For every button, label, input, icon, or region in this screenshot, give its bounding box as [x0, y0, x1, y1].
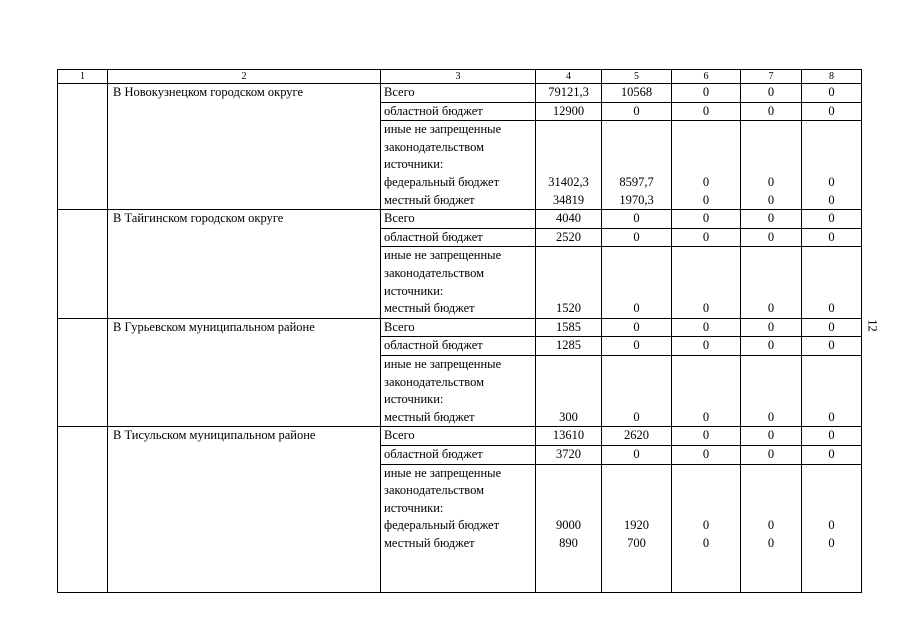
budget-table	[57, 69, 862, 593]
column-number-row	[58, 70, 862, 84]
value-cell-group	[802, 355, 862, 426]
value-cell: 0	[802, 102, 862, 121]
value-cell: 9000	[556, 518, 581, 533]
value-cell-group	[536, 355, 602, 426]
source-label-group	[381, 355, 536, 426]
source-label: областной бюджет	[381, 337, 536, 356]
value-cell: 0	[767, 409, 775, 424]
value-cell: 0	[602, 318, 672, 337]
value-cell: 13610	[536, 427, 602, 446]
value-cell: 0	[741, 445, 802, 464]
municipality-name: В Гурьевском муниципальном районе	[108, 318, 381, 427]
source-intro-line: иные не запрещенные	[384, 465, 502, 480]
value-cell: 0	[767, 192, 775, 207]
value-cell: 10568	[602, 84, 672, 103]
value-cell-group	[672, 355, 741, 426]
municipality-name: В Тайгинском городском округе	[108, 210, 381, 319]
page-number: 12	[865, 319, 880, 332]
value-cell: 0	[672, 228, 741, 247]
value-cell: 0	[828, 192, 835, 207]
value-cell: 0	[633, 301, 640, 316]
value-cell: 0	[802, 84, 862, 103]
value-cell: 0	[767, 518, 775, 533]
value-cell: 0	[672, 427, 741, 446]
value-cell: 8597,7	[619, 174, 654, 189]
value-cell: 0	[741, 102, 802, 121]
source-intro-line: иные не запрещенные	[384, 122, 502, 137]
column-number: 4	[536, 70, 602, 84]
value-cell: 1585	[536, 318, 602, 337]
value-cell: 0	[602, 445, 672, 464]
value-cell: 31402,3	[548, 174, 589, 189]
value-cell: 0	[602, 337, 672, 356]
table-row	[58, 427, 862, 446]
value-cell: 0	[828, 518, 835, 533]
value-cell: 0	[672, 210, 741, 229]
value-cell: 0	[828, 535, 835, 550]
value-cell: 0	[828, 174, 835, 189]
value-cell: 0	[828, 409, 835, 424]
value-cell: 34819	[552, 192, 585, 207]
value-cell: 0	[741, 210, 802, 229]
value-cell: 0	[672, 445, 741, 464]
row-number-cell	[58, 427, 108, 592]
value-cell: 1970,3	[619, 192, 654, 207]
value-cell: 0	[672, 102, 741, 121]
value-cell: 0	[702, 409, 710, 424]
value-cell-group	[536, 121, 602, 210]
value-cell-group	[536, 247, 602, 318]
source-label: местный бюджет	[384, 192, 475, 207]
value-cell: 0	[702, 535, 710, 550]
row-number-cell	[58, 84, 108, 210]
source-label: областной бюджет	[381, 102, 536, 121]
source-intro-line: иные не запрещенные	[384, 248, 502, 263]
value-cell: 890	[559, 535, 578, 550]
value-cell: 0	[702, 174, 710, 189]
value-cell-group	[741, 247, 802, 318]
value-cell: 0	[741, 318, 802, 337]
value-cell-group	[741, 121, 802, 210]
value-cell: 2620	[602, 427, 672, 446]
value-cell: 0	[702, 301, 710, 316]
value-cell: 700	[627, 535, 646, 550]
value-cell: 0	[802, 318, 862, 337]
value-cell: 0	[802, 445, 862, 464]
value-cell: 0	[602, 102, 672, 121]
source-intro-line: законодательством	[384, 265, 485, 280]
municipality-name: В Новокузнецком городском округе	[108, 84, 381, 210]
source-label: Всего	[381, 427, 536, 446]
value-cell-group	[802, 464, 862, 592]
row-number-cell	[58, 210, 108, 319]
budget-table-container	[57, 69, 861, 579]
value-cell: 1285	[536, 337, 602, 356]
value-cell-group	[741, 464, 802, 592]
value-cell-group	[741, 355, 802, 426]
value-cell: 0	[802, 337, 862, 356]
value-cell: 0	[802, 427, 862, 446]
source-label: местный бюджет	[384, 535, 475, 550]
column-number: 8	[802, 70, 862, 84]
value-cell-group	[602, 355, 672, 426]
source-intro-line: источники:	[384, 157, 444, 172]
table-row	[58, 84, 862, 103]
source-label: областной бюджет	[381, 228, 536, 247]
source-label: Всего	[381, 84, 536, 103]
municipality-name: В Тисульском муниципальном районе	[108, 427, 381, 592]
source-label: областной бюджет	[381, 445, 536, 464]
value-cell: 0	[702, 192, 710, 207]
source-label: федеральный бюджет	[384, 174, 500, 189]
source-label-group	[381, 247, 536, 318]
source-intro-line: законодательством	[384, 483, 485, 498]
value-cell-group	[602, 247, 672, 318]
value-cell-group	[802, 247, 862, 318]
value-cell: 0	[633, 409, 640, 424]
value-cell: 4040	[536, 210, 602, 229]
column-number: 3	[381, 70, 536, 84]
value-cell: 0	[802, 210, 862, 229]
value-cell: 0	[802, 228, 862, 247]
value-cell: 2520	[536, 228, 602, 247]
column-number: 2	[108, 70, 381, 84]
value-cell-group	[602, 121, 672, 210]
value-cell: 0	[672, 84, 741, 103]
value-cell: 0	[828, 301, 835, 316]
value-cell: 12900	[536, 102, 602, 121]
source-label-group	[381, 464, 536, 592]
value-cell: 0	[741, 84, 802, 103]
value-cell: 0	[741, 427, 802, 446]
table-row	[58, 318, 862, 337]
source-intro-line: иные не запрещенные	[384, 356, 502, 371]
source-intro-line: источники:	[384, 500, 444, 515]
column-number: 6	[672, 70, 741, 84]
source-intro-line: законодательством	[384, 139, 485, 154]
value-cell-group	[672, 121, 741, 210]
value-cell-group	[672, 464, 741, 592]
value-cell: 79121,3	[536, 84, 602, 103]
value-cell: 300	[559, 409, 578, 424]
value-cell: 0	[741, 228, 802, 247]
value-cell-group	[672, 247, 741, 318]
source-label: федеральный бюджет	[384, 518, 500, 533]
value-cell: 0	[767, 535, 775, 550]
column-number: 7	[741, 70, 802, 84]
source-intro-line: источники:	[384, 283, 444, 298]
value-cell: 0	[602, 210, 672, 229]
value-cell: 3720	[536, 445, 602, 464]
value-cell: 0	[767, 301, 775, 316]
source-label-group	[381, 121, 536, 210]
source-label: местный бюджет	[384, 301, 475, 316]
source-label: Всего	[381, 210, 536, 229]
value-cell-group	[602, 464, 672, 592]
value-cell: 1920	[624, 518, 649, 533]
column-number: 5	[602, 70, 672, 84]
value-cell: 1520	[556, 301, 581, 316]
value-cell: 0	[672, 337, 741, 356]
value-cell-group	[536, 464, 602, 592]
row-number-cell	[58, 318, 108, 427]
value-cell: 0	[741, 337, 802, 356]
value-cell: 0	[672, 318, 741, 337]
table-row	[58, 210, 862, 229]
source-intro-line: источники:	[384, 392, 444, 407]
source-label: местный бюджет	[384, 409, 475, 424]
value-cell: 0	[602, 228, 672, 247]
source-intro-line: законодательством	[384, 374, 485, 389]
value-cell: 0	[767, 174, 775, 189]
source-label: Всего	[381, 318, 536, 337]
column-number: 1	[58, 70, 108, 84]
value-cell: 0	[702, 518, 710, 533]
value-cell-group	[802, 121, 862, 210]
